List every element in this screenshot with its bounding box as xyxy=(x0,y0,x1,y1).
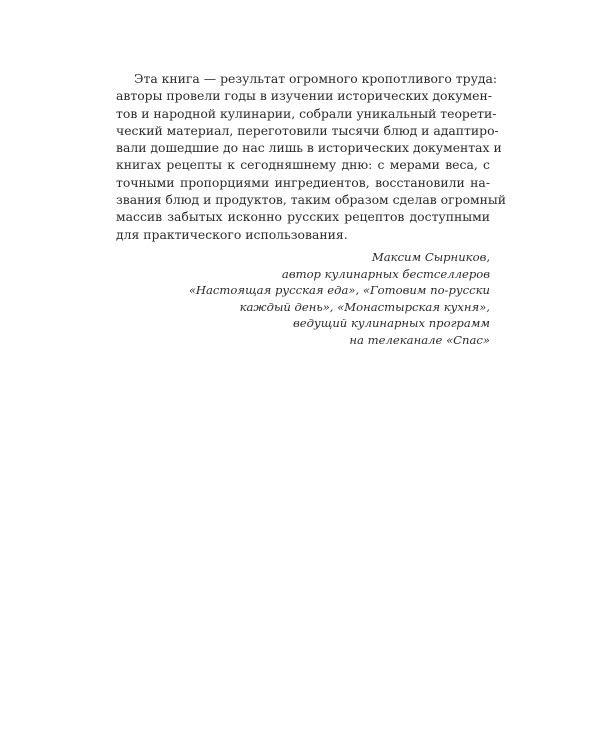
paragraph-line: точными пропорциями ингредиентов, восстановили на- xyxy=(116,174,490,190)
signature-author-name: Максим Сырников, xyxy=(371,250,490,264)
paragraph-line: книгах рецепты к сегодняшнему дню: с мерами веса, с xyxy=(116,157,490,173)
paragraph-line: массив забытых исконно русских рецептов доступными xyxy=(116,209,490,225)
signature-line: на телеканале «Спас» xyxy=(349,332,490,347)
paragraph-line: Эта книга — результат огромного кропотливого труда: xyxy=(134,71,498,86)
paragraph-line: для практического использования. xyxy=(116,226,348,242)
signature-line: ведущий кулинарных программ xyxy=(293,316,490,330)
paragraph-line: звания блюд и продуктов, таким образом сделав огромный xyxy=(116,192,507,208)
paragraph-line: ческий материал, переготовили тысячи блюд и адаптиро- xyxy=(116,122,499,138)
signature-line: автор кулинарных бестселлеров xyxy=(281,266,490,281)
paragraph-line: авторы провели годы в изучении исторических докумен- xyxy=(116,88,492,104)
body-paragraph xyxy=(116,70,507,243)
signature-line: каждый день», «Монастырская кухня», xyxy=(239,299,490,314)
paragraph-line: тов и народной кулинарии, собрали уникальный теорети- xyxy=(116,105,497,121)
author-signature xyxy=(170,249,490,348)
paragraph-line: вали дошедшие до нас лишь в исторических документах и xyxy=(116,140,502,156)
signature-line: «Настоящая русская еда», «Готовим по-русски xyxy=(188,283,490,297)
